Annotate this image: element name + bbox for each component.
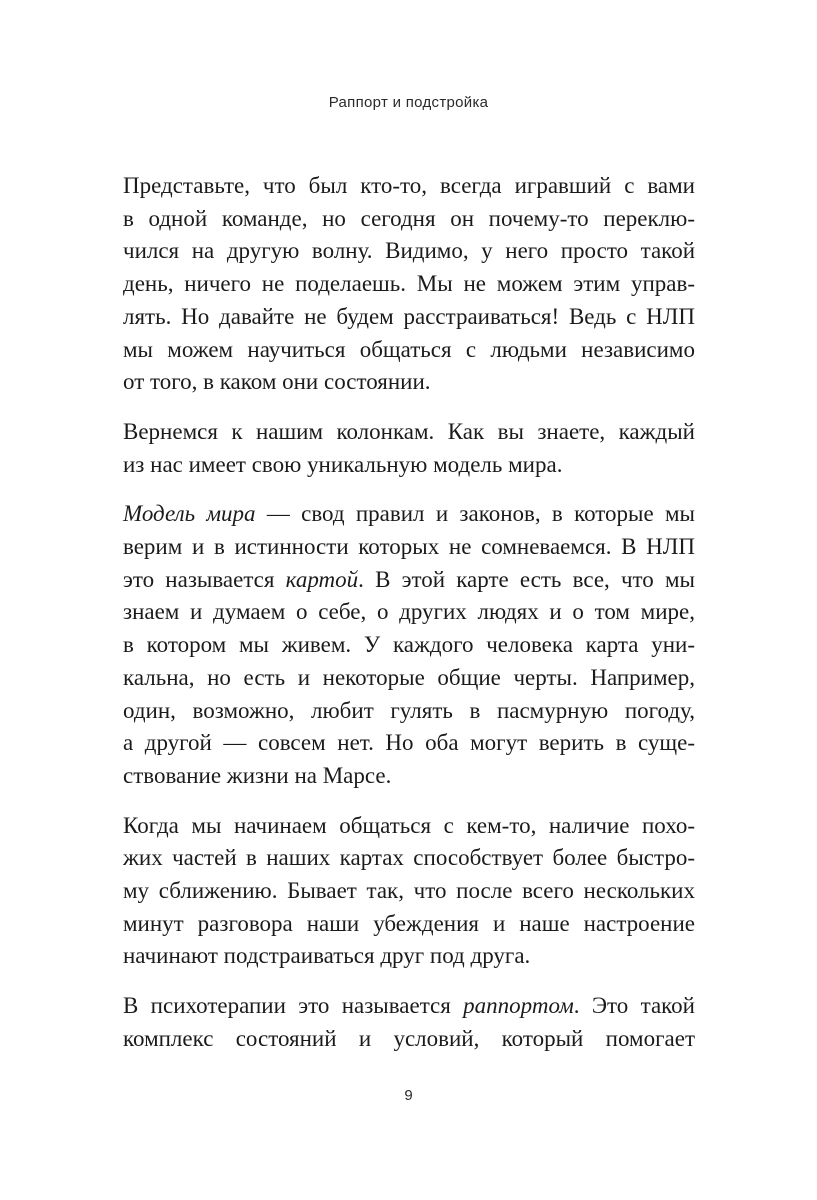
paragraph — [123, 810, 695, 974]
text-run: мы можем научиться общаться с людьми независимо — [123, 336, 695, 362]
text-line — [123, 203, 695, 236]
italic-term: картой — [285, 566, 359, 592]
text-line — [123, 235, 695, 268]
text-run: комплекс состояний и условий, который помогает — [123, 1025, 695, 1051]
text-line — [123, 334, 695, 367]
text-line — [123, 596, 695, 629]
text-run: ствование жизни на Марсе. — [123, 762, 392, 788]
text-run: один, возможно, любит гулять в пасмурную погоду, — [123, 697, 695, 723]
text-run: минут разговора наши убеждения и наше настроение — [123, 910, 695, 936]
text-line — [123, 662, 695, 695]
text-run: жих частей в наших картах способствует более быстро- — [123, 845, 695, 871]
text-line — [123, 875, 695, 908]
text-run: а другой — совсем нет. Но оба могут верить в суще- — [123, 730, 695, 756]
paragraph — [123, 170, 695, 399]
text-run: знаем и думаем о себе, о других людях и о том мире, — [123, 599, 695, 625]
text-line — [123, 416, 695, 449]
text-line — [123, 842, 695, 875]
text-line — [123, 629, 695, 662]
text-line — [123, 498, 695, 531]
text-line — [123, 564, 695, 597]
text-run: день, ничего не поделаешь. Мы не можем этим управ- — [123, 271, 695, 297]
text-run: . Это такой — [573, 993, 695, 1019]
text-line — [123, 695, 695, 728]
italic-term: раппортом — [463, 993, 574, 1019]
text-run: Представьте, что был кто-то, всегда игравший с вами — [123, 173, 695, 198]
text-line — [123, 1023, 695, 1056]
text-run: из нас имеет свою уникальную модель мира. — [123, 451, 563, 477]
text-line — [123, 268, 695, 301]
text-line — [123, 449, 695, 482]
text-run: . В этой карте есть все, что мы — [358, 566, 695, 592]
text-run: В психотерапии это называется — [123, 993, 464, 1019]
text-line — [123, 990, 695, 1023]
text-run: — свод правил и законов, в которые мы — [255, 501, 695, 527]
text-line — [123, 301, 695, 334]
text-line — [123, 760, 695, 793]
text-line — [123, 170, 695, 203]
text-line — [123, 810, 695, 843]
text-run: верим и в истинности которых не сомневаемся. В НЛП — [123, 534, 695, 560]
text-run: в одной команде, но сегодня он почему-то переклю- — [123, 205, 695, 231]
paragraph — [123, 990, 695, 1055]
text-run: это называется — [123, 566, 286, 592]
text-run: в котором мы живем. У каждого человека карта уни- — [123, 632, 695, 658]
body-text — [123, 170, 695, 1073]
text-line — [123, 531, 695, 564]
italic-term: Модель мира — [123, 501, 256, 527]
text-line — [123, 908, 695, 941]
text-run: чился на другую волну. Видимо, у него просто такой — [123, 238, 695, 264]
text-line — [123, 727, 695, 760]
text-run: Когда мы начинаем общаться с кем-то, наличие похо- — [123, 812, 695, 838]
text-run: Вернемся к нашим колонкам. Как вы знаете, каждый — [123, 418, 695, 444]
text-line — [123, 366, 695, 399]
text-run: начинают подстраиваться друг под друга. — [123, 943, 531, 969]
paragraph — [123, 498, 695, 792]
text-run: кальна, но есть и некоторые общие черты. Например, — [123, 664, 695, 690]
running-head: Раппорт и подстройка — [328, 94, 489, 111]
text-run: му сближению. Бывает так, что после всего нескольких — [123, 878, 695, 904]
text-line — [123, 940, 695, 973]
text-run: от того, в каком они состоянии. — [123, 369, 431, 395]
paragraph — [123, 416, 695, 481]
text-run: лять. Но давайте не будем расстраиваться! Ведь с НЛП — [123, 303, 695, 329]
page-number: 9 — [404, 1087, 413, 1104]
